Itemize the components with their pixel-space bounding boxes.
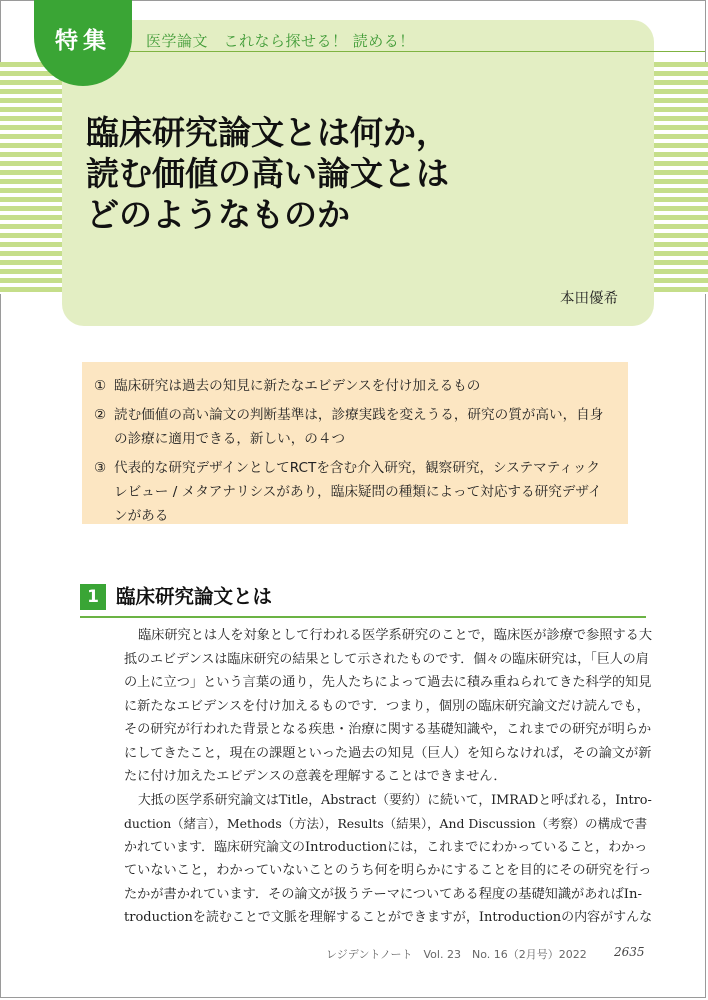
section-title: 臨床研究論文とは (116, 585, 273, 608)
body-line: duction（緒言），Methods（方法），Results（結果），And Discussion（考察）の構成で書 (124, 816, 648, 831)
article-title-line: 臨床研究論文とは何か， (86, 113, 449, 152)
author-name: 本田優希 (560, 291, 618, 307)
key-point-text: 読む価値の高い論文の判断基準は，診療実践を変えうる，研究の質が高い，自身の診療に適用できる，新しい，の４つ (114, 407, 604, 447)
body-line: たかが書かれています．その論文が扱うテーマについてある程度の基礎知識があればIn- (124, 886, 642, 902)
decorative-stripes-right (654, 62, 708, 294)
key-point-item (94, 374, 628, 398)
body-line: troductionを読むことで文脈を理解することができますが，Introductionの内容がすんな (124, 910, 653, 925)
key-point-item (94, 456, 628, 528)
body-line: 大抵の医学系研究論文はTitle，Abstract（要約）に続いて，IMRADと呼ばれる，Intro- (138, 792, 652, 808)
key-point-number: ③ (94, 460, 107, 476)
decorative-stripes-left (0, 62, 64, 294)
body-line: 臨床研究とは人を対象として行われる医学系研究のことで，臨床医が診療で参照する大 (138, 628, 653, 643)
body-line: に新たなエビデンスを付け加えるものです．つまり，個別の臨床研究論文だけ読んでも， (124, 698, 650, 714)
article-title (86, 112, 646, 235)
body-line: にしてきたこと，現在の課題といった過去の知見（巨人）を知らなければ，その論文が新 (124, 745, 652, 761)
body-line: 抵のエビデンスは臨床研究の結果として示されたものです．個々の臨床研究は，「巨人の肩 (124, 651, 649, 667)
series-title: 医学論文 これなら探せる！ 読める！ (146, 32, 415, 50)
body-line: の上に立つ」という言葉の通り，先人たちによって過去に積み重ねられてきた科学的知見 (124, 675, 652, 690)
body-line: その研究が行われた背景となる疾患・治療に関する基礎知識や，これまでの研究が明らか (124, 722, 652, 737)
key-point-item (94, 403, 628, 451)
section-number: 1 (80, 584, 106, 610)
section-heading (80, 584, 646, 618)
body-line: たに付け加えたエビデンスの意義を理解することはできません． (124, 769, 507, 784)
header-rule (130, 51, 705, 52)
body-line: かれています．臨床研究論文のIntroductionには，これまでにわかっていること，わかっ (124, 839, 648, 855)
page-number: 2635 (614, 945, 645, 959)
feature-badge-label: 特集 (55, 28, 111, 54)
key-point-text: 代表的な研究デザインとしてRCTを含む介入研究，観察研究，システマティックレビュー / メタアナリシスがあり，臨床疑問の種類によって対応する研究デザインがある (114, 460, 602, 524)
body-text (124, 624, 653, 930)
key-point-text: 臨床研究は過去の知見に新たなエビデンスを付け加えるもの (114, 378, 481, 394)
journal-footer: レジデントノート Vol. 23 No. 16（2月号）2022 (326, 948, 587, 961)
key-point-number: ① (94, 378, 107, 394)
key-point-number: ② (94, 407, 107, 423)
key-points-box (82, 362, 628, 524)
article-title-line: 読む価値の高い論文とは (86, 154, 449, 193)
body-line: ていないこと，わかっていないことのうち何を明らかにすることを目的にその研究を行っ (124, 863, 652, 878)
article-title-line: どのようなものか (86, 195, 350, 234)
